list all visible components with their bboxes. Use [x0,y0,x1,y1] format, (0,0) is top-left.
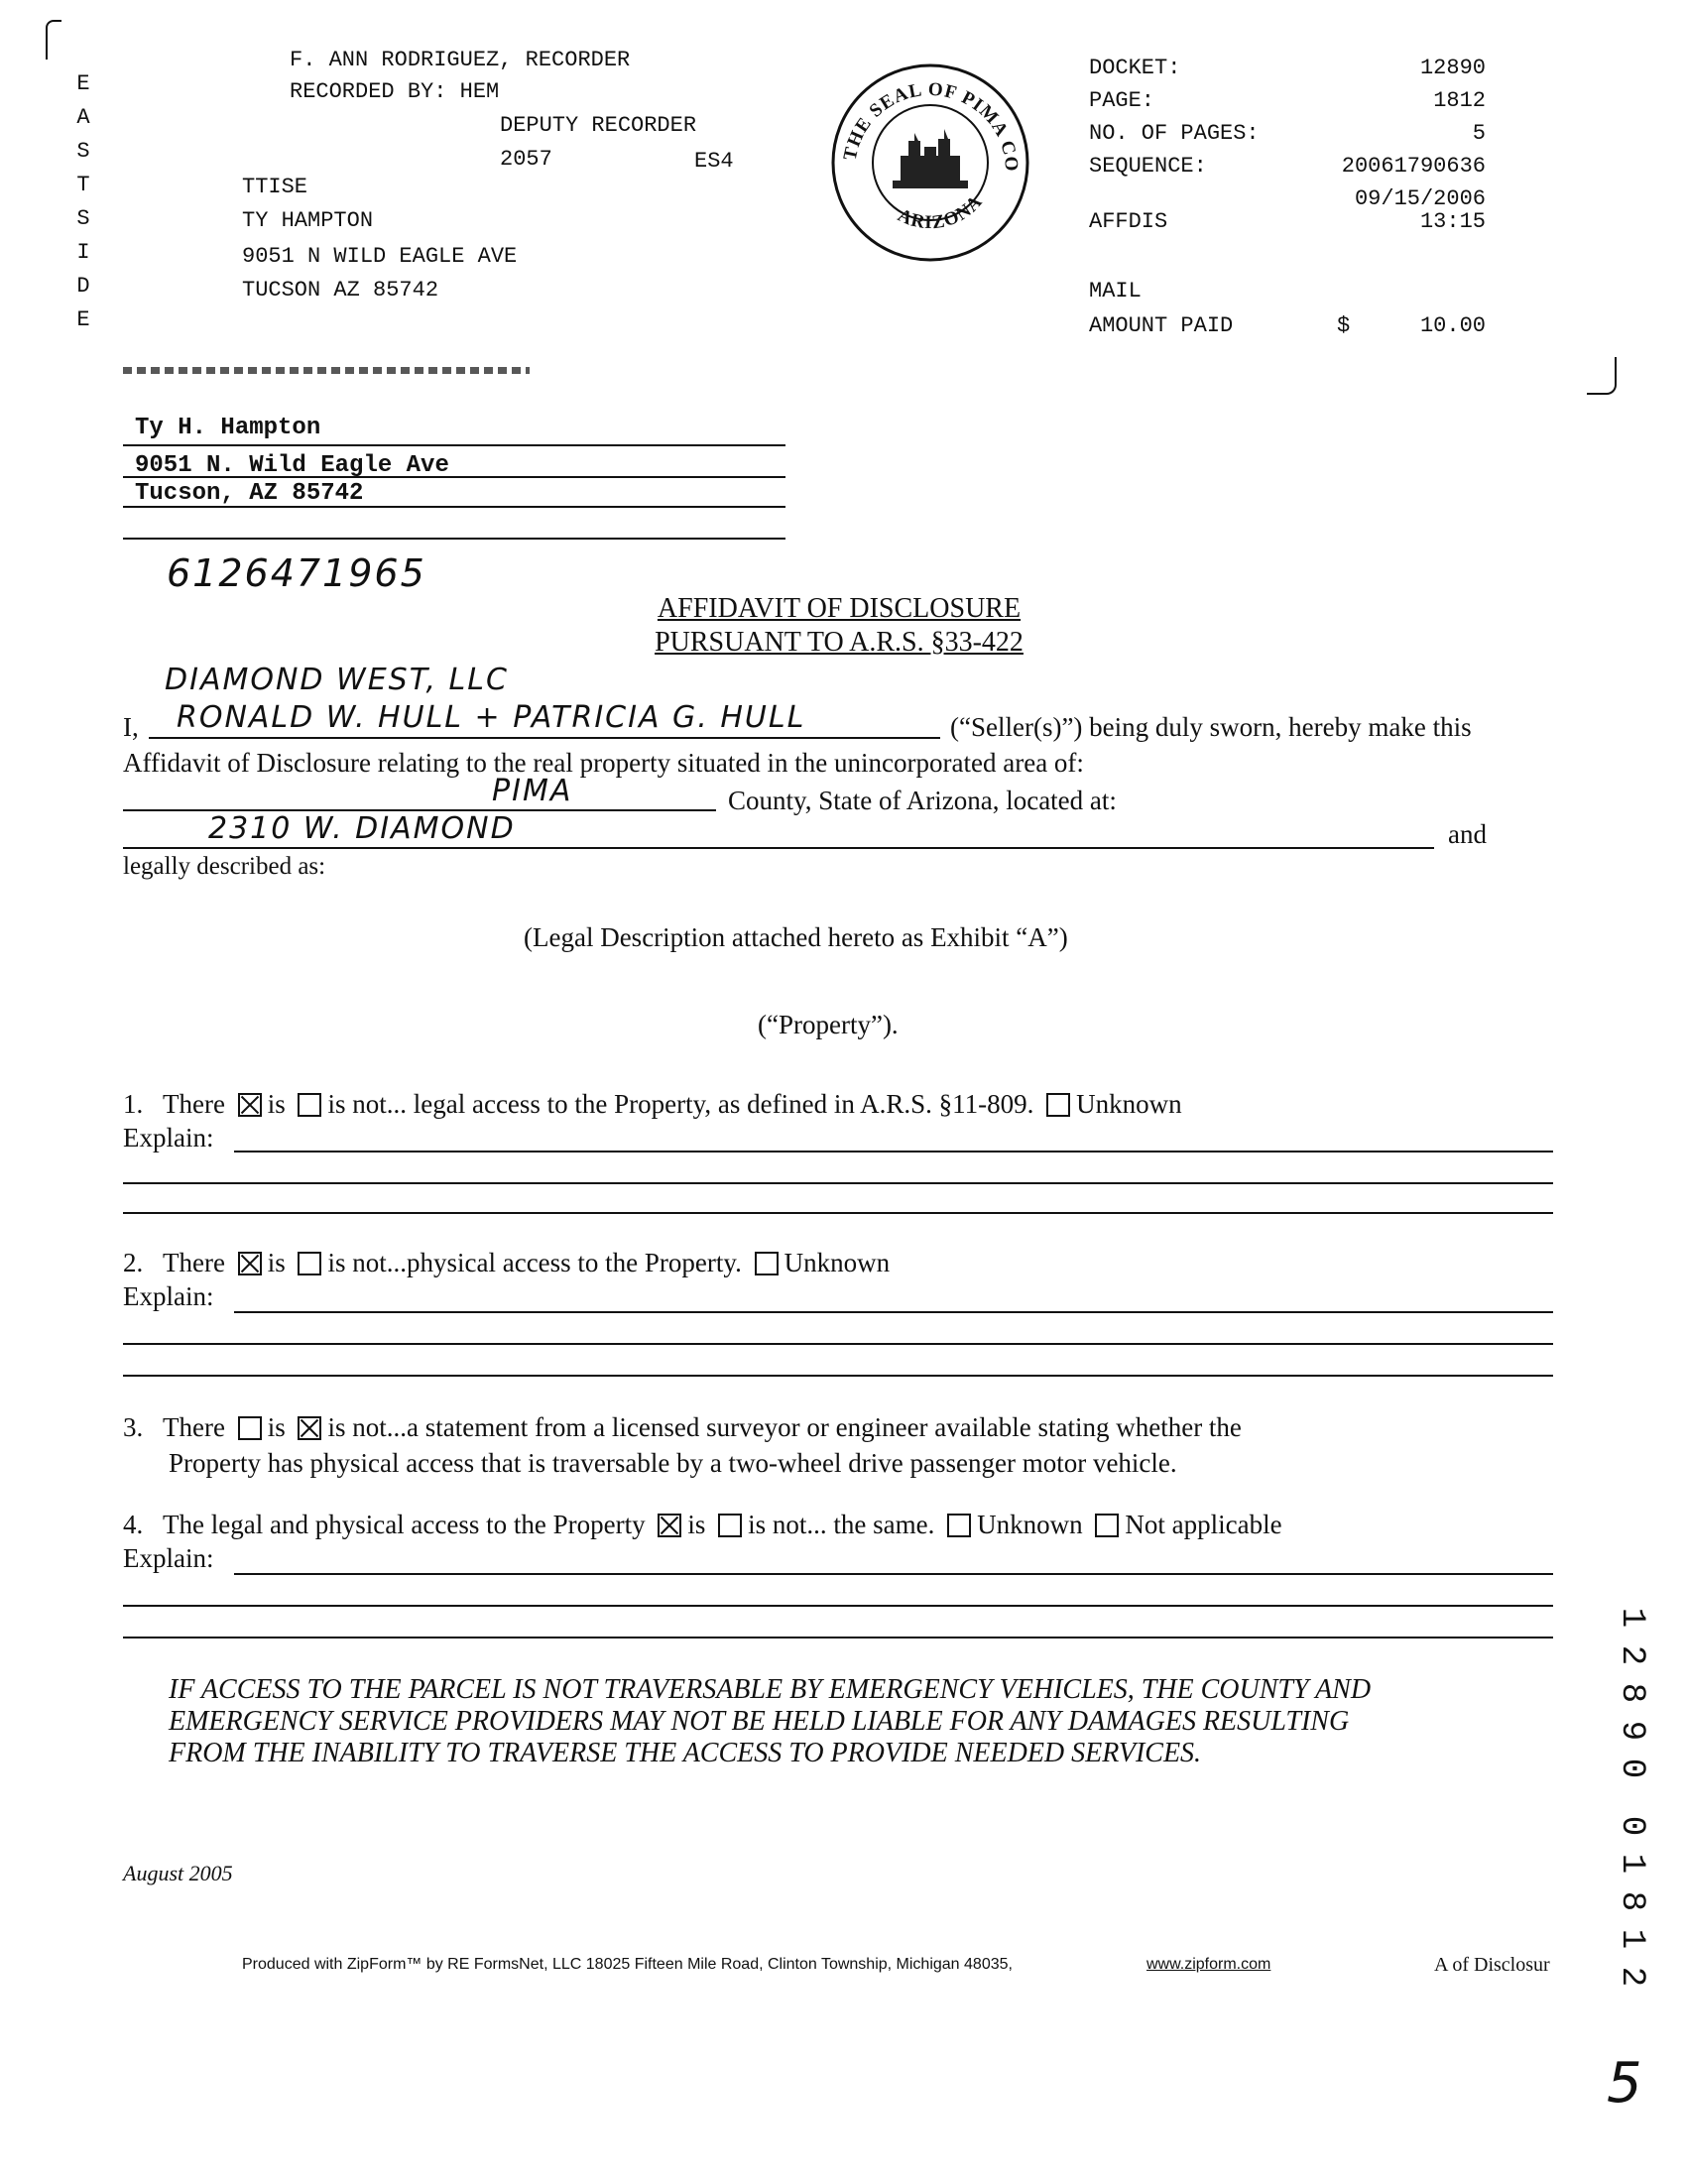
emergency-notice: IF ACCESS TO THE PARCEL IS NOT TRAVERSABLE BY EMERGENCY VEHICLES, THE COUNTY AND EMERGENCY SERVICE PROVIDERS MAY NOT BE HELD LIABLE FOR ANY DAMAGES RESULTING FROM THE INABILITY TO TRAVERSE THE ACCESS TO PROVIDE NEEDED SERVICES. [169,1674,1372,1768]
recorder-name: F. ANN RODRIGUEZ, RECORDER [290,48,631,72]
item-4 [123,1510,1282,1540]
svg-text:ARIZONA [895,191,987,234]
item-there: There [163,1412,225,1442]
docket-label: DOCKET: [1089,56,1181,80]
clipped-heading-remnant [123,367,530,374]
q4-unknown-label: Unknown [977,1510,1083,1539]
docket-row [1089,154,1486,186]
handwritten-number: 6126471965 [167,551,426,595]
q1-is-checkbox[interactable] [238,1093,262,1117]
address-underline [123,847,1434,849]
recorder-code-2: ES4 [694,149,734,174]
q1-unknown-label: Unknown [1076,1089,1182,1119]
docket-label: NO. OF PAGES: [1089,121,1260,146]
footer-link[interactable]: www.zipform.com [1146,1956,1271,1973]
county-suffix: County, State of Arizona, located at: [728,786,1117,815]
q4-na-checkbox[interactable] [1095,1514,1119,1537]
q4-na-label: Not applicable [1125,1510,1282,1539]
q1-is-not-label: is not... [327,1089,407,1119]
q2-explain-label: Explain: [123,1281,214,1311]
address-and: and [1448,819,1487,849]
side-label [71,71,95,341]
mail-to-line: 9051 N. Wild Eagle Ave [135,452,449,479]
seller-underline [149,737,940,739]
q1-text: legal access to the Property, as defined in A.R.S. §11-809. [413,1089,1034,1119]
q3-text: a statement from a licensed surveyor or engineer available stating whether the [407,1412,1242,1442]
docket-value: 20061790636 [1341,154,1486,179]
docket-label: MAIL [1089,279,1142,303]
q2-is-not-label: is not... [327,1248,407,1277]
docket-value: 1812 [1433,88,1486,113]
item-number: 3. [123,1412,144,1442]
q3-is-checkbox[interactable] [238,1416,262,1440]
side-letter: A [76,105,90,130]
addressee-line: 9051 N WILD EAGLE AVE [242,244,518,269]
addressee-line: TY HAMPTON [242,208,374,233]
form-date: August 2005 [123,1861,233,1885]
footer-produced: Produced with ZipForm™ by RE FormsNet, LLC 18025 Fifteen Mile Road, Clinton Township, Michigan 48035, [242,1956,1013,1973]
county-seal [829,61,1031,264]
mail-to-line: Ty H. Hampton [135,415,321,441]
docket-label: AFFDIS [1089,209,1168,234]
item-3 [123,1412,1242,1443]
q1-explain-line[interactable] [234,1151,1553,1153]
q4-is-not-label: is not... [748,1510,827,1539]
seal-building-icon [893,129,968,188]
stamp-digit: 1 [1613,1853,1650,1875]
mail-to-underline [123,506,785,508]
property-label: (“Property”). [758,1010,899,1039]
deputy-recorder: DEPUTY RECORDER [500,113,697,138]
item-number: 4. [123,1510,144,1539]
document-title-line-1: AFFIDAVIT OF DISCLOSURE [657,593,1022,624]
q4-is-not-checkbox[interactable] [718,1514,742,1537]
item-there: There [163,1248,225,1277]
q4-explain-line[interactable] [234,1573,1553,1575]
q2-unknown-checkbox[interactable] [755,1252,779,1275]
item-there: There [163,1089,225,1119]
legally-described: legally described as: [123,853,326,880]
docket-row [1089,56,1486,88]
addressee-line: TUCSON AZ 85742 [242,278,439,303]
docket-row [1089,88,1486,121]
footer-form-id: A of Disclosur [1434,1954,1550,1976]
q1-is-label: is [267,1089,286,1119]
seal-bottom-text: ARIZONA [894,190,988,234]
county-name: PIMA [492,774,573,808]
q4-explain-line[interactable] [123,1605,1553,1607]
stamp-digit: 0 [1613,1815,1650,1837]
item-1 [123,1089,1182,1120]
docket-label: AMOUNT PAID [1089,313,1234,338]
docket-label: SEQUENCE: [1089,154,1207,179]
stamp-digit: 9 [1613,1720,1650,1742]
stamp-digit: 0 [1613,1758,1650,1779]
side-letter: T [76,173,90,197]
item-number: 1. [123,1089,144,1119]
q4-explain-line[interactable] [123,1637,1553,1638]
property-address: 2310 W. DIAMOND [208,811,516,846]
side-letter: E [76,71,90,96]
docket-value: 12890 [1419,56,1486,80]
seller-line-2: Affidavit of Disclosure relating to the real property situated in the unincorporated area of: [123,748,1084,778]
vertical-stamp [1613,1599,1650,1996]
docket-row [1089,209,1486,242]
corner-mark-right [1587,357,1617,395]
q4-lead: The legal and physical access to the Property [163,1510,646,1539]
q2-explain-line[interactable] [123,1375,1553,1377]
q1-explain-line[interactable] [123,1212,1553,1214]
q3-line-2: Property has physical access that is traversable by a two-wheel drive passenger motor vehicle. [169,1448,1177,1478]
q2-is-label: is [267,1248,286,1277]
q3-is-not-checkbox[interactable] [298,1416,321,1440]
q3-is-label: is [267,1412,286,1442]
docket-row [1089,279,1486,311]
docket-value: 09/15/2006 [1354,186,1486,211]
mail-to-underline [123,538,785,540]
stamp-digit: 8 [1613,1682,1650,1704]
q4-is-label: is [687,1510,706,1539]
docket-label: PAGE: [1089,88,1155,113]
seller-intro: I, [123,712,139,742]
page-mark: 5 [1607,2051,1644,2116]
side-letter: I [76,240,90,265]
q3-is-not-label: is not... [327,1412,407,1442]
q1-is-not-checkbox[interactable] [298,1093,321,1117]
mail-to-line: Tucson, AZ 85742 [135,480,364,507]
docket-value: 10.00 [1419,313,1486,338]
item-number: 2. [123,1248,144,1277]
stamp-digit: 1 [1613,1607,1650,1629]
stamp-digit: 2 [1613,1644,1650,1666]
docket-value: 13:15 [1419,209,1486,234]
q4-unknown-checkbox[interactable] [947,1514,971,1537]
side-letter: E [76,307,90,332]
stamp-digit: 2 [1613,1966,1650,1988]
addressee-line: TTISE [242,175,308,199]
side-letter: S [76,206,90,231]
recorded-by: RECORDED BY: HEM [290,79,500,104]
currency-symbol: $ [1337,313,1351,338]
side-letter: S [76,139,90,164]
seal-graphic [829,61,1031,264]
q4-same: the same. [833,1510,935,1539]
docket-row [1089,121,1486,154]
q1-unknown-checkbox[interactable] [1046,1093,1070,1117]
seller-names: RONALD W. HULL + PATRICIA G. HULL [177,700,806,735]
q1-explain-line[interactable] [123,1182,1553,1184]
docket-block [1089,56,1486,350]
seller-suffix: (“Seller(s)”) being duly sworn, hereby make this [950,712,1472,742]
document-title-line-2: PURSUANT TO A.R.S. §33-422 [655,627,1024,658]
docket-row [1089,313,1486,346]
legal-description-note: (Legal Description attached hereto as Exhibit “A”) [524,922,1068,952]
mail-to-underline [123,444,785,446]
seller-company: DIAMOND WEST, LLC [165,663,509,697]
mail-to-underline [123,476,785,478]
q2-is-checkbox[interactable] [238,1252,262,1275]
q4-explain-label: Explain: [123,1543,214,1573]
q4-is-checkbox[interactable] [658,1514,681,1537]
q2-unknown-label: Unknown [784,1248,891,1277]
side-letter: D [76,274,90,299]
seal-top-text: THE SEAL OF PIMA CO [839,78,1023,174]
recorder-code-1: 2057 [500,147,552,172]
stamp-digit: 1 [1613,1928,1650,1950]
corner-mark-top-left [46,20,61,60]
docket-value: 5 [1472,121,1486,146]
q2-text: physical access to the Property. [407,1248,742,1277]
q1-explain-label: Explain: [123,1123,214,1153]
stamp-digit: 8 [1613,1890,1650,1912]
q2-explain-line[interactable] [234,1311,1553,1313]
q2-explain-line[interactable] [123,1343,1553,1345]
q2-is-not-checkbox[interactable] [298,1252,321,1275]
item-2 [123,1248,890,1278]
